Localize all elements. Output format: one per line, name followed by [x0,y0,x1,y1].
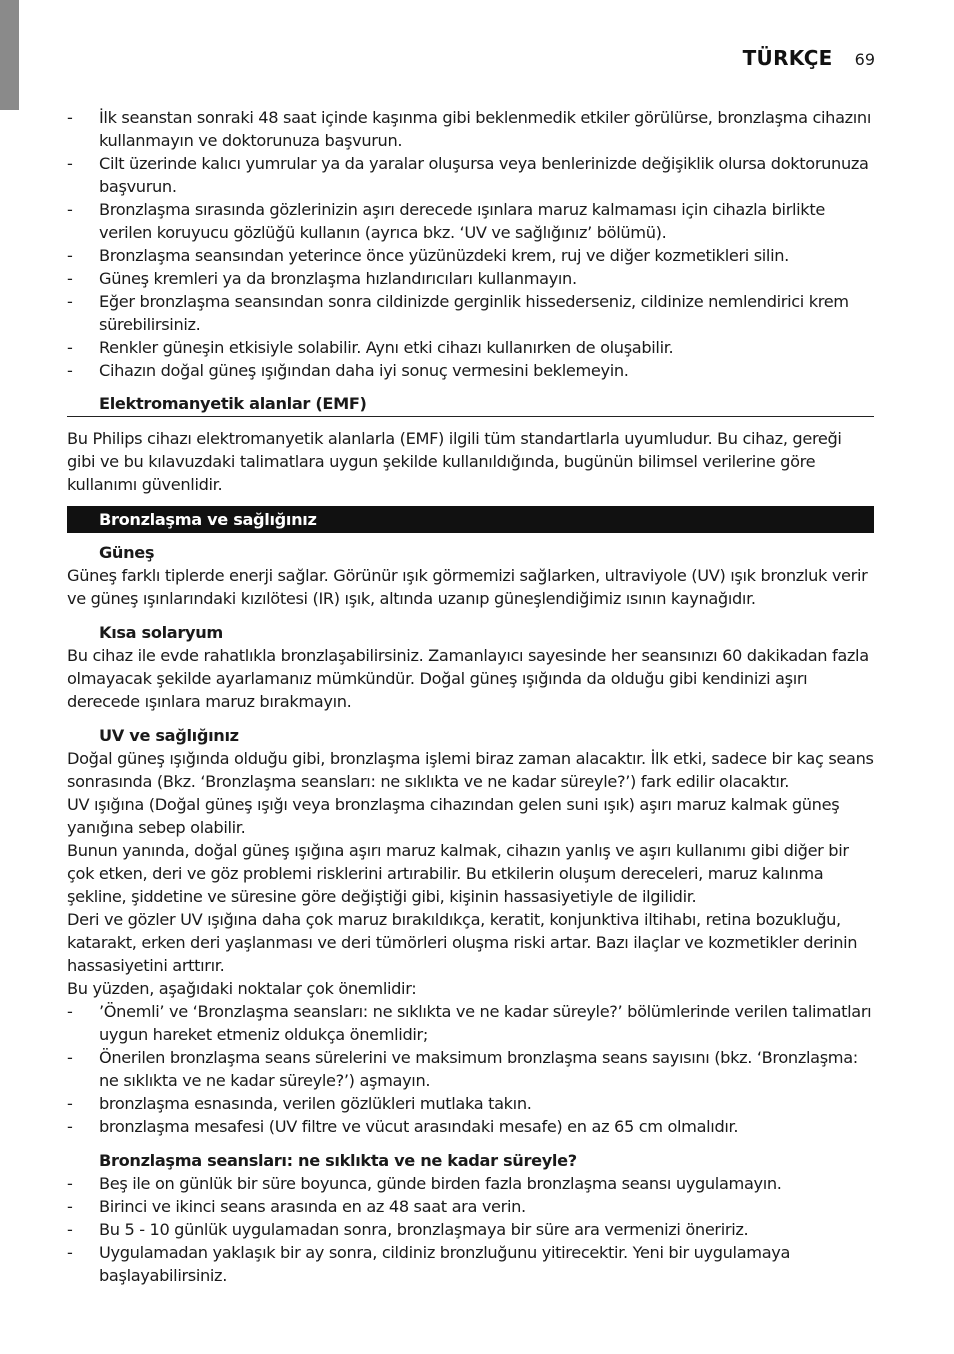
sessions-list [67,1172,874,1287]
uv-paragraph: Doğal güneş ışığında olduğu gibi, bronzlaşma işlemi biraz zaman alacaktır. İlk etki, sadece bir kaç seans sonrasında (Bkz. ‘Bronzlaşma seansları: ne sıklıkta ve ne kadar süreyle?’) fark edilir olacaktır. [67,749,874,791]
sun-heading: Güneş [99,543,155,562]
list-item: - Bronzlaşma seansından yeterince önce yüzünüzdeki krem, ruj ve diğer kozmetikleri silin. [67,244,874,267]
list-item: - Eğer bronzlaşma seansından sonra cildinizde gerginlik hissederseniz, cildinize nemlendirici krem sürebilirsiniz. [67,290,874,336]
uv-paragraph: Bunun yanında, doğal güneş ışığına aşırı maruz kalmak, cihazın yanlış ve aşırı kullanımı gibi diğer bir çok etken, deri ve göz problemi risklerini artırabilir. Bu etkilerin oluşum dereceleri, maruz kalınma şekline, şiddetine ve süresine göre değiştiği gibi, kişinin hassasiyetiyle de ilgilidir. [67,841,849,906]
list-item: - İlk seanstan sonraki 48 saat içinde kaşınma gibi beklenmedik etkiler görülürse, bronzlaşma cihazını kullanmayın ve doktorunuza başvurun. [67,106,874,152]
list-item: - Beş ile on günlük bir süre boyunca, günde birden fazla bronzlaşma seansı uygulamayın. [67,1172,874,1195]
section-bar: Bronzlaşma ve sağlığınız [67,506,874,533]
list-item: - Uygulamadan yaklaşık bir ay sonra, cildiniz bronzluğunu yitirecektir. Yeni bir uygulamaya başlayabilirsiniz. [67,1241,874,1287]
language-title: TÜRKÇE [742,46,833,70]
uv-list [67,1000,874,1138]
list-item: - Bu 5 - 10 günlük uygulamadan sonra, bronzlaşmaya bir süre ara vermenizi öneririz. [67,1218,874,1241]
list-item: - Cihazın doğal güneş ışığından daha iyi sonuç vermesini beklemeyin. [67,359,874,382]
list-item: - Güneş kremleri ya da bronzlaşma hızlandırıcıları kullanmayın. [67,267,874,290]
solarium-body: Bu cihaz ile evde rahatlıkla bronzlaşabilirsiniz. Zamanlayıcı sayesinde her seansınızı 60 dakikadan fazla olmayacak şekilde ayarlamanız mümkündür. Doğal güneş ışığında da olduğu gibi kendinizi aşırı derecede ışınlara maruz bırakmayın. [67,646,869,711]
sun-body: Güneş farklı tiplerde enerji sağlar. Görünür ışık görmemizi sağlarken, ultraviyole (UV) ışık bronzluk verir ve güneş ışınlarındaki kızılötesi (IR) ışık, altında uzanıp güneşlendiğimiz ısının kaynağıdır. [67,566,868,608]
uv-paragraph: Deri ve gözler UV ışığına daha çok maruz bırakıldıkça, keratit, konjunktiva iltihabı, retina bozukluğu, katarakt, erken deri yaşlanması ve deri tümörleri oluşma riski artar. Bazı ilaçlar ve kozmetikler derinin hassasiyetini arttırır. [67,910,858,975]
list-item: - Birinci ve ikinci seans arasında en az 48 saat ara verin. [67,1195,874,1218]
page-number: 69 [854,50,875,69]
list-item: - ’Önemli’ ve ‘Bronzlaşma seansları: ne sıklıkta ve ne kadar süreyle?’ bölümlerinde verilen talimatları uygun hareket etmeniz oldukça önemlidir; [67,1000,874,1046]
solarium-heading: Kısa solaryum [99,623,223,642]
list-item: - Renkler güneşin etkisiyle solabilir. Aynı etki cihazı kullanırken de oluşabilir. [67,336,874,359]
sessions-heading: Bronzlaşma seansları: ne sıklıkta ve ne kadar süreyle? [99,1151,577,1170]
uv-paragraph: UV ışığına (Doğal güneş ışığı veya bronzlaşma cihazından gelen suni ışık) aşırı maruz kalmak güneş yanığına sebep olabilir. [67,795,840,837]
emf-body: Bu Philips cihazı elektromanyetik alanlarla (EMF) ilgili tüm standartlarla uyumludur. Bu cihaz, gereği gibi ve bu kılavuzdaki talimatlara uygun şekilde kullanıldığında, bugünün bilimsel verilerine göre kullanımı güvenlidir. [67,429,842,494]
emf-heading: Elektromanyetik alanlar (EMF) [67,392,874,417]
list-item: - Cilt üzerinde kalıcı yumrular ya da yaralar oluşursa veya benlerinizde değişiklik olursa doktorunuza başvurun. [67,152,874,198]
list-item: - Bronzlaşma sırasında gözlerinizin aşırı derecede ışınlara maruz kalmaması için cihazla birlikte verilen koruyucu gözlüğü kullanın (ayrıca bkz. ‘UV ve sağlığınız’ bölümü). [67,198,874,244]
list-item: - bronzlaşma esnasında, verilen gözlükleri mutlaka takın. [67,1092,874,1115]
uv-heading: UV ve sağlığınız [99,726,239,745]
uv-paragraph: Bu yüzden, aşağıdaki noktalar çok önemlidir: [67,979,417,998]
language-side-tab [0,0,19,110]
list-item: - bronzlaşma mesafesi (UV filtre ve vücut arasındaki mesafe) en az 65 cm olmalıdır. [67,1115,874,1138]
list-item: - Önerilen bronzlaşma seans sürelerini ve maksimum bronzlaşma seans sayısını (bkz. ‘Bronzlaşma: ne sıklıkta ve ne kadar süreyle?’) aşmayın. [67,1046,874,1092]
page-content [67,106,874,1287]
page-header [743,46,875,70]
warnings-list [67,106,874,382]
